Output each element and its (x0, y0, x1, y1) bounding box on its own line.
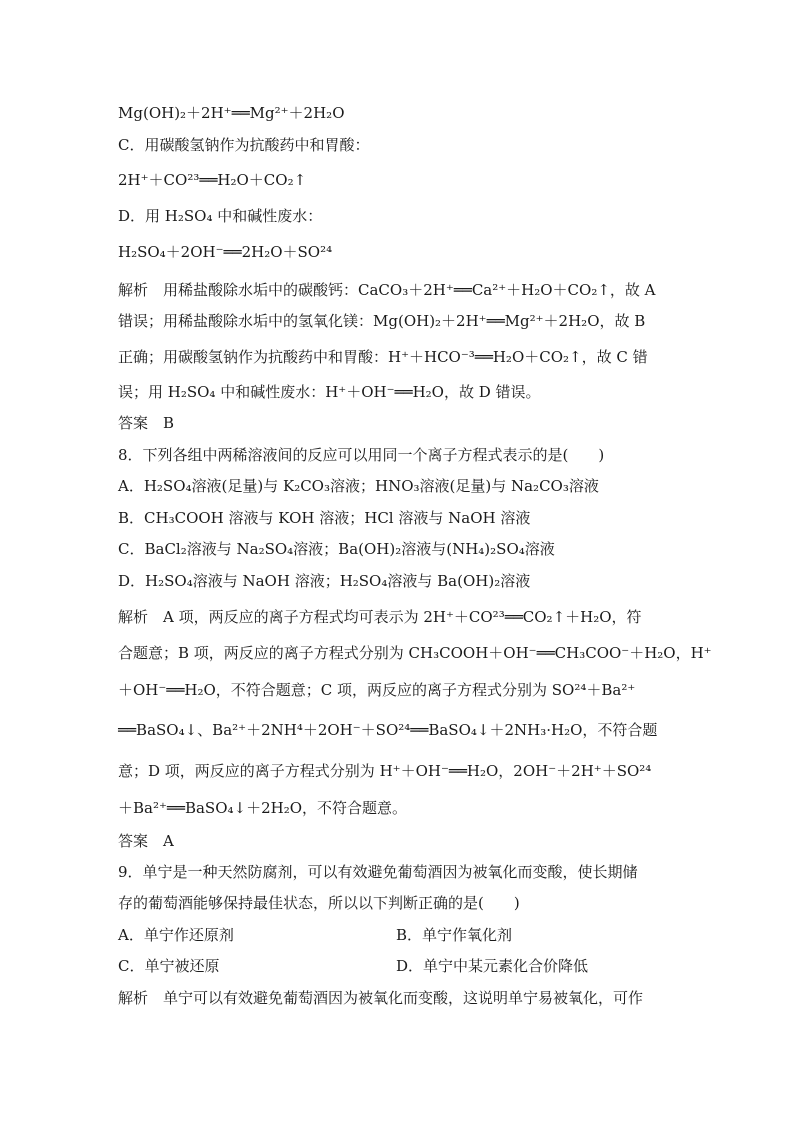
analysis-line: 解析 单宁可以有效避免葡萄酒因为被氧化而变酸，这说明单宁易被氧化，可作 (118, 989, 644, 1007)
question-stem: 存的葡萄酒能够保持最佳状态，所以以下判断正确的是( ) (118, 894, 520, 912)
question-stem: 9．单宁是一种天然防腐剂，可以有效避免葡萄酒因为被氧化而变酸，使长期储 (118, 863, 638, 881)
text-line: H₂SO₄＋2OH⁻══2H₂O＋SO²⁴ (118, 243, 333, 261)
text-line: Mg(OH)₂＋2H⁺══Mg²⁺＋2H₂O (118, 104, 345, 122)
option-b: B．单宁作氧化剂 (396, 926, 513, 944)
option-line: D．H₂SO₄溶液与 NaOH 溶液；H₂SO₄溶液与 Ba(OH)₂溶液 (118, 572, 531, 590)
analysis-line: ══BaSO₄↓、Ba²⁺＋2NH⁴＋2OH⁻＋SO²⁴══BaSO₄↓＋2NH₃·H₂O，不符合题 (118, 721, 658, 739)
text-line: D．用 H₂SO₄ 中和碱性废水： (118, 207, 323, 225)
analysis-line: ＋OH⁻══H₂O，不符合题意；C 项，两反应的离子方程式分别为 SO²⁴＋Ba²⁺ (118, 681, 636, 699)
analysis-line: 解析 A 项，两反应的离子方程式均可表示为 2H⁺＋CO²³══CO₂↑＋H₂O，符 (118, 608, 642, 626)
answer-line: 答案 B (118, 414, 175, 432)
analysis-line: 合题意；B 项，两反应的离子方程式分别为 CH₃COOH＋OH⁻══CH₃COO⁻＋H₂O，H⁺ (118, 644, 712, 662)
option-line: C．BaCl₂溶液与 Na₂SO₄溶液；Ba(OH)₂溶液与(NH₄)₂SO₄溶液 (118, 540, 555, 558)
text-line: C．用碳酸氢钠作为抗酸药中和胃酸： (118, 136, 370, 154)
option-c: C．单宁被还原 (118, 957, 220, 975)
analysis-line: 意；D 项，两反应的离子方程式分别为 H⁺＋OH⁻══H₂O，2OH⁻＋2H⁺＋SO²⁴ (118, 762, 652, 780)
option-line: A．H₂SO₄溶液(足量)与 K₂CO₃溶液；HNO₃溶液(足量)与 Na₂CO₃溶液 (118, 477, 599, 495)
analysis-line: 错误；用稀盐酸除水垢中的氢氧化镁：Mg(OH)₂＋2H⁺══Mg²⁺＋2H₂O，故 B (118, 312, 646, 330)
analysis-line: 正确；用碳酸氢钠作为抗酸药中和胃酸：H⁺＋HCO⁻³══H₂O＋CO₂↑，故 C 错 (118, 348, 648, 366)
analysis-line: ＋Ba²⁺══BaSO₄↓＋2H₂O，不符合题意。 (118, 799, 408, 817)
analysis-line: 误；用 H₂SO₄ 中和碱性废水：H⁺＋OH⁻══H₂O，故 D 错误。 (118, 383, 541, 401)
analysis-line: 解析 用稀盐酸除水垢中的碳酸钙：CaCO₃＋2H⁺══Ca²⁺＋H₂O＋CO₂↑，故 A (118, 281, 656, 299)
option-a: A．单宁作还原剂 (118, 926, 234, 944)
option-d: D．单宁中某元素化合价降低 (396, 957, 589, 975)
answer-line: 答案 A (118, 832, 174, 850)
option-line: B．CH₃COOH 溶液与 KOH 溶液；HCl 溶液与 NaOH 溶液 (118, 509, 531, 527)
question-stem: 8．下列各组中两稀溶液间的反应可以用同一个离子方程式表示的是( ) (118, 446, 605, 464)
text-line: 2H⁺＋CO²³══H₂O＋CO₂↑ (118, 171, 307, 189)
